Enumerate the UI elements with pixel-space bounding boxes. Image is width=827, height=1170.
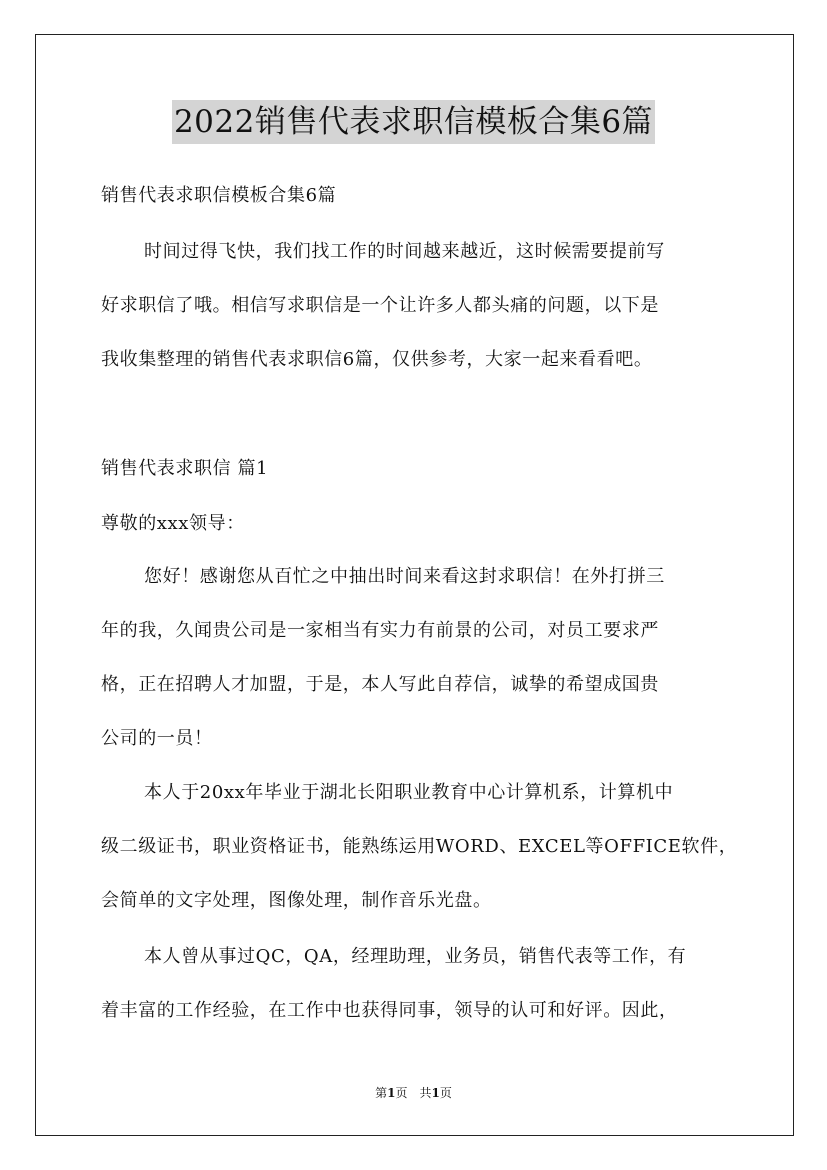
paragraph-line: 公司的一员！ xyxy=(101,728,213,749)
page-total: 1 xyxy=(431,1086,440,1100)
footer-prefix: 第 xyxy=(375,1086,388,1100)
page-number: 1 xyxy=(387,1086,396,1100)
footer-suffix: 页 xyxy=(439,1086,452,1100)
paragraph-line: 会简单的文字处理，图像处理，制作音乐光盘。 xyxy=(101,890,492,911)
document-title: 2022销售代表求职信模板合集6篇 xyxy=(172,100,655,144)
salutation: 尊敬的xxx领导： xyxy=(101,513,245,534)
intro-line: 我收集整理的销售代表求职信6篇，仅供参考，大家一起来看看吧。 xyxy=(101,349,653,370)
paragraph-line: 本人曾从事过QC，QA，经理助理，业务员，销售代表等工作，有 xyxy=(144,946,687,967)
paragraph-line: 级二级证书，职业资格证书，能熟练运用WORD、EXCEL等OFFICE软件， xyxy=(101,836,738,857)
paragraph-line: 格，正在招聘人才加盟，于是，本人写此自荐信，诚挚的希望成国贵 xyxy=(101,674,659,695)
paragraph-line: 您好！感谢您从百忙之中抽出时间来看这封求职信！在外打拼三 xyxy=(144,566,665,587)
intro-line: 时间过得飞快，我们找工作的时间越来越近，这时候需要提前写 xyxy=(144,241,665,262)
page-footer xyxy=(0,1084,827,1101)
paragraph-line: 本人于20xx年毕业于湖北长阳职业教育中心计算机系，计算机中 xyxy=(144,782,674,803)
subtitle: 销售代表求职信模板合集6篇 xyxy=(101,185,337,206)
intro-line: 好求职信了哦。相信写求职信是一个让许多人都头痛的问题，以下是 xyxy=(101,295,659,316)
paragraph-line: 年的我，久闻贵公司是一家相当有实力有前景的公司，对员工要求严 xyxy=(101,620,659,641)
paragraph-line: 着丰富的工作经验，在工作中也获得同事，领导的认可和好评。因此， xyxy=(101,1000,678,1021)
footer-mid: 页 共 xyxy=(395,1086,432,1100)
title-container xyxy=(0,100,827,144)
section-heading: 销售代表求职信 篇1 xyxy=(101,458,269,479)
